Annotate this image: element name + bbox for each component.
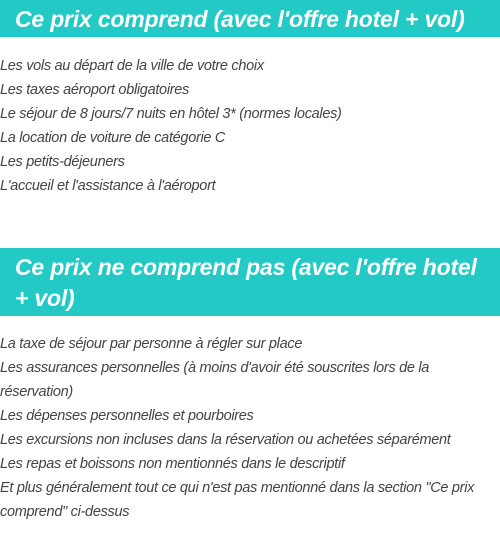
list-item: Les repas et boissons non mentionnés dans le descriptif: [0, 456, 345, 472]
list-item: Les taxes aéroport obligatoires: [0, 82, 189, 98]
price-excludes-title: Ce prix ne comprend pas (avec l'offre hotel + vol): [0, 248, 500, 316]
price-excludes-list: [0, 332, 500, 524]
list-item: Les petits-déjeuners: [0, 154, 125, 170]
price-includes-title: Ce prix comprend (avec l'offre hotel + vol): [0, 0, 500, 37]
list-item: Les assurances personnelles (à moins d'avoir été souscrites lors de la réservation): [0, 360, 430, 400]
list-item: Les dépenses personnelles et pourboires: [0, 408, 254, 424]
list-item: Les vols au départ de la ville de votre choix: [0, 58, 264, 74]
price-includes-section: [0, 0, 500, 198]
list-item: Et plus généralement tout ce qui n'est pas mentionné dans la section "Ce prix comprend" ci-dessus: [0, 480, 475, 520]
price-includes-list: [0, 54, 500, 198]
list-item: La taxe de séjour par personne à régler sur place: [0, 336, 303, 352]
list-item: La location de voiture de catégorie C: [0, 130, 226, 146]
price-excludes-section: [0, 248, 500, 524]
list-item: Le séjour de 8 jours/7 nuits en hôtel 3* (normes locales): [0, 106, 342, 122]
list-item: Les excursions non incluses dans la réservation ou achetées séparément: [0, 432, 451, 448]
list-item: L'accueil et l'assistance à l'aéroport: [0, 178, 216, 194]
